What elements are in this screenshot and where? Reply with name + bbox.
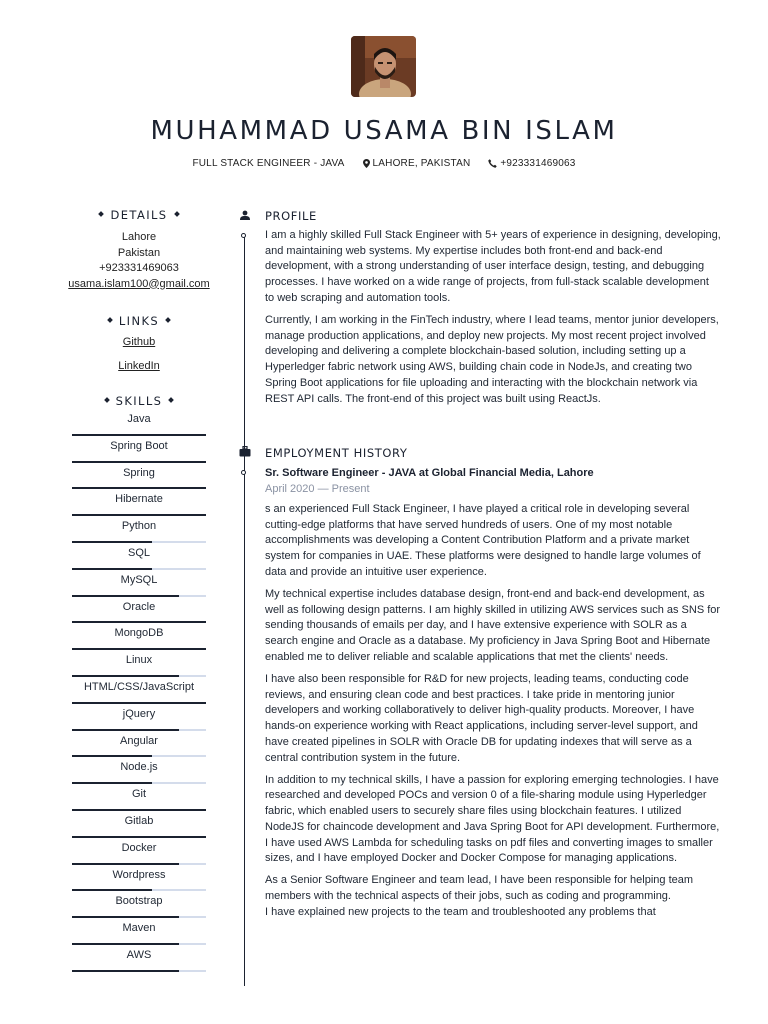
skill-item xyxy=(62,812,216,839)
skill-name: HTML/CSS/JavaScript xyxy=(83,680,195,693)
timeline-line xyxy=(244,234,245,986)
skill-item xyxy=(62,571,216,598)
skill-level-fill xyxy=(72,836,206,838)
linkedin-link[interactable]: LinkedIn xyxy=(118,359,160,372)
skill-item xyxy=(62,544,216,571)
job-position-title: Sr. Software Engineer - JAVA at Global Financial Media, Lahore xyxy=(265,467,594,479)
skill-item xyxy=(62,866,216,893)
skill-level-bar xyxy=(72,461,206,463)
skill-name: Gitlab xyxy=(124,814,154,827)
skill-level-fill xyxy=(72,729,179,731)
skill-level-bar xyxy=(72,595,206,597)
skill-level-fill xyxy=(72,541,152,543)
employment-paragraph: I have also been responsible for R&D for new projects, leading teams, conducting code reviews, and ensuring clean code and best practices. I take pride in mentoring junior developers and working collaboratively to deliver high-quality products. Moreover, I have hands-on experience working with React applications, including server-level support, and have created pipelines in SOLR with Oracle DB for updating indexes that will serve as a central contribution system in the future. xyxy=(265,673,698,764)
details-city: Lahore xyxy=(121,231,157,243)
skill-level-fill xyxy=(72,514,206,516)
profile-photo xyxy=(351,36,416,97)
skill-name: Git xyxy=(131,788,147,801)
skills-list xyxy=(62,410,216,973)
employment-paragraph: My technical expertise includes database design, front-end and back-end development, as well as following design patterns. I am highly skilled in utilizing AWS services such as SNS for sending thousands of emails per day, and I have extensive experience with SOLR as a search engine and Oracle as a database. My proficiency in Java Spring Boot and Hibernate enabled me to deliver reliable and scalable applications that met the clients' needs. xyxy=(265,588,721,663)
map-pin-icon xyxy=(363,159,370,168)
skill-name: Python xyxy=(121,520,157,533)
skill-level-bar xyxy=(72,970,206,972)
profile-paragraph: Currently, I am working in the FinTech industry, where I lead teams, mentor junior developers, manage production applications, and deploy new projects. My most recent project involved developing and delivering a complete blockchain-based solution, including setting up a Hyperledger fabric network using AWS, building chain code in NodeJs, and creating two Spring Boot applications for file uploading and interacting with the blockchain network via REST API calls. The front-end of this project was built using ReactJs. xyxy=(265,314,719,405)
skill-item xyxy=(62,839,216,866)
timeline-dot xyxy=(241,470,246,475)
skill-item xyxy=(62,758,216,785)
skill-item xyxy=(62,892,216,919)
skill-level-fill xyxy=(72,621,206,623)
phone-text: +923331469063 xyxy=(500,158,576,169)
skill-item xyxy=(62,705,216,732)
skill-name: MongoDB xyxy=(114,627,164,640)
skills-heading: SKILLS xyxy=(62,392,216,410)
skill-level-bar xyxy=(72,943,206,945)
skill-level-bar xyxy=(72,675,206,677)
skill-name: Bootstrap xyxy=(115,895,163,908)
skill-name: jQuery xyxy=(122,707,156,720)
skill-level-bar xyxy=(72,621,206,623)
employment-paragraph: I have explained new projects to the team and troubleshooted any problems that xyxy=(265,905,656,918)
employment-heading: EMPLOYMENT HISTORY xyxy=(265,446,408,460)
employment-paragraph: s an experienced Full Stack Engineer, I have played a critical role in developing several cutting-edge platforms that have served hundreds of users. One of my most notable accomplishments was developing a Content Contribution Platform and a private market system for companies in UAE. These platforms were designed to handle large volumes of data and provide an intuitive user experience. xyxy=(265,503,701,578)
skill-level-fill xyxy=(72,889,152,891)
skill-level-fill xyxy=(72,916,179,918)
skill-level-fill xyxy=(72,782,152,784)
details-heading: DETAILS xyxy=(62,206,216,224)
skill-level-bar xyxy=(72,809,206,811)
skill-level-bar xyxy=(72,434,206,436)
skill-name: SQL xyxy=(127,546,150,559)
phone-info xyxy=(488,158,575,169)
skill-level-bar xyxy=(72,648,206,650)
skill-item xyxy=(62,490,216,517)
skill-item xyxy=(62,651,216,678)
details-country: Pakistan xyxy=(117,246,161,259)
skill-name: MySQL xyxy=(120,573,158,586)
skill-level-bar xyxy=(72,541,206,543)
skill-item xyxy=(62,464,216,491)
skill-item xyxy=(62,919,216,946)
details-phone: +923331469063 xyxy=(99,262,179,274)
skill-level-bar xyxy=(72,729,206,731)
details-email-link[interactable]: usama.islam100@gmail.com xyxy=(68,277,210,290)
skill-level-fill xyxy=(72,943,179,945)
skill-level-fill xyxy=(72,568,152,570)
briefcase-icon xyxy=(239,446,251,457)
job-dates: April 2020 — Present xyxy=(265,483,370,495)
profile-paragraph: I am a highly skilled Full Stack Engineer with 5+ years of experience in designing, developing, and maintaining web systems. My expertise includes both front-end and back-end development, with a strong understanding of user interface design, testing, and debugging processes. I have worked on a wide range of projects, from full-stack scalable development to web scraping and automation tools. xyxy=(265,229,721,304)
skill-level-bar xyxy=(72,755,206,757)
skill-item xyxy=(62,410,216,437)
skill-item xyxy=(62,598,216,625)
skill-level-bar xyxy=(72,514,206,516)
timeline-dot xyxy=(241,233,246,238)
skill-level-fill xyxy=(72,461,206,463)
skill-level-bar xyxy=(72,568,206,570)
skill-level-bar xyxy=(72,487,206,489)
skill-level-bar xyxy=(72,782,206,784)
skill-level-bar xyxy=(72,836,206,838)
skill-name: Docker xyxy=(121,841,157,854)
skill-level-fill xyxy=(72,434,206,436)
skill-name: Maven xyxy=(122,922,156,935)
skill-name: Hibernate xyxy=(115,493,163,506)
profile-body xyxy=(265,228,721,414)
skill-name: Spring xyxy=(123,466,155,479)
skill-level-bar xyxy=(72,863,206,865)
skill-name: AWS xyxy=(126,948,152,961)
skill-level-fill xyxy=(72,648,206,650)
skill-item xyxy=(62,678,216,705)
skill-item xyxy=(62,624,216,651)
candidate-name: MUHAMMAD USAMA BIN ISLAM xyxy=(150,116,618,146)
location-text: LAHORE, PAKISTAN xyxy=(372,158,471,169)
skill-level-bar xyxy=(72,916,206,918)
github-link[interactable]: Github xyxy=(122,336,156,348)
location-info xyxy=(363,158,471,169)
skill-item xyxy=(62,517,216,544)
links-heading: LINKS xyxy=(62,312,216,330)
skill-level-bar xyxy=(72,889,206,891)
skill-level-fill xyxy=(72,970,179,972)
skill-level-fill xyxy=(72,595,179,597)
skill-item xyxy=(62,785,216,812)
employment-paragraph: As a Senior Software Engineer and team lead, I have been responsible for helping team members with the technical aspects of their jobs, such as coding and programming. xyxy=(265,874,694,903)
skill-level-fill xyxy=(72,809,206,811)
profile-heading: PROFILE xyxy=(265,209,317,223)
skill-item xyxy=(62,732,216,759)
employment-body xyxy=(265,502,721,927)
skill-level-fill xyxy=(72,675,179,677)
skill-name: Java xyxy=(127,413,151,425)
skill-level-fill xyxy=(72,487,206,489)
skill-name: Node.js xyxy=(120,761,158,774)
left-column xyxy=(62,206,216,973)
skill-level-bar xyxy=(72,702,206,704)
skill-name: Angular xyxy=(120,734,158,747)
skill-level-fill xyxy=(72,863,179,865)
person-icon xyxy=(239,210,251,220)
skill-name: Wordpress xyxy=(112,868,166,881)
skill-name: Linux xyxy=(125,654,153,667)
skill-item xyxy=(62,437,216,464)
skill-level-fill xyxy=(72,702,206,704)
header-subline xyxy=(0,158,768,169)
phone-icon xyxy=(488,159,497,168)
job-title: FULL STACK ENGINEER - JAVA xyxy=(192,158,345,170)
skill-item xyxy=(62,946,216,973)
skill-name: Spring Boot xyxy=(110,439,168,452)
skill-level-fill xyxy=(72,755,152,757)
skill-name: Oracle xyxy=(122,600,156,613)
employment-paragraph: In addition to my technical skills, I have a passion for exploring emerging technologies. I have researched and developed POCs and version 0 of a file-sharing module using Hyperledger fabric, which enabled users to securely share files using blockchain features. I utilized NodeJS for chaincode development and Java Spring Boot for API development. Furthermore, I have used AWS Lambda for scheduling tasks on pdf files and converting images to smaller sizes, and I have employed Docker and Docker Compose for managing applications. xyxy=(265,773,720,865)
